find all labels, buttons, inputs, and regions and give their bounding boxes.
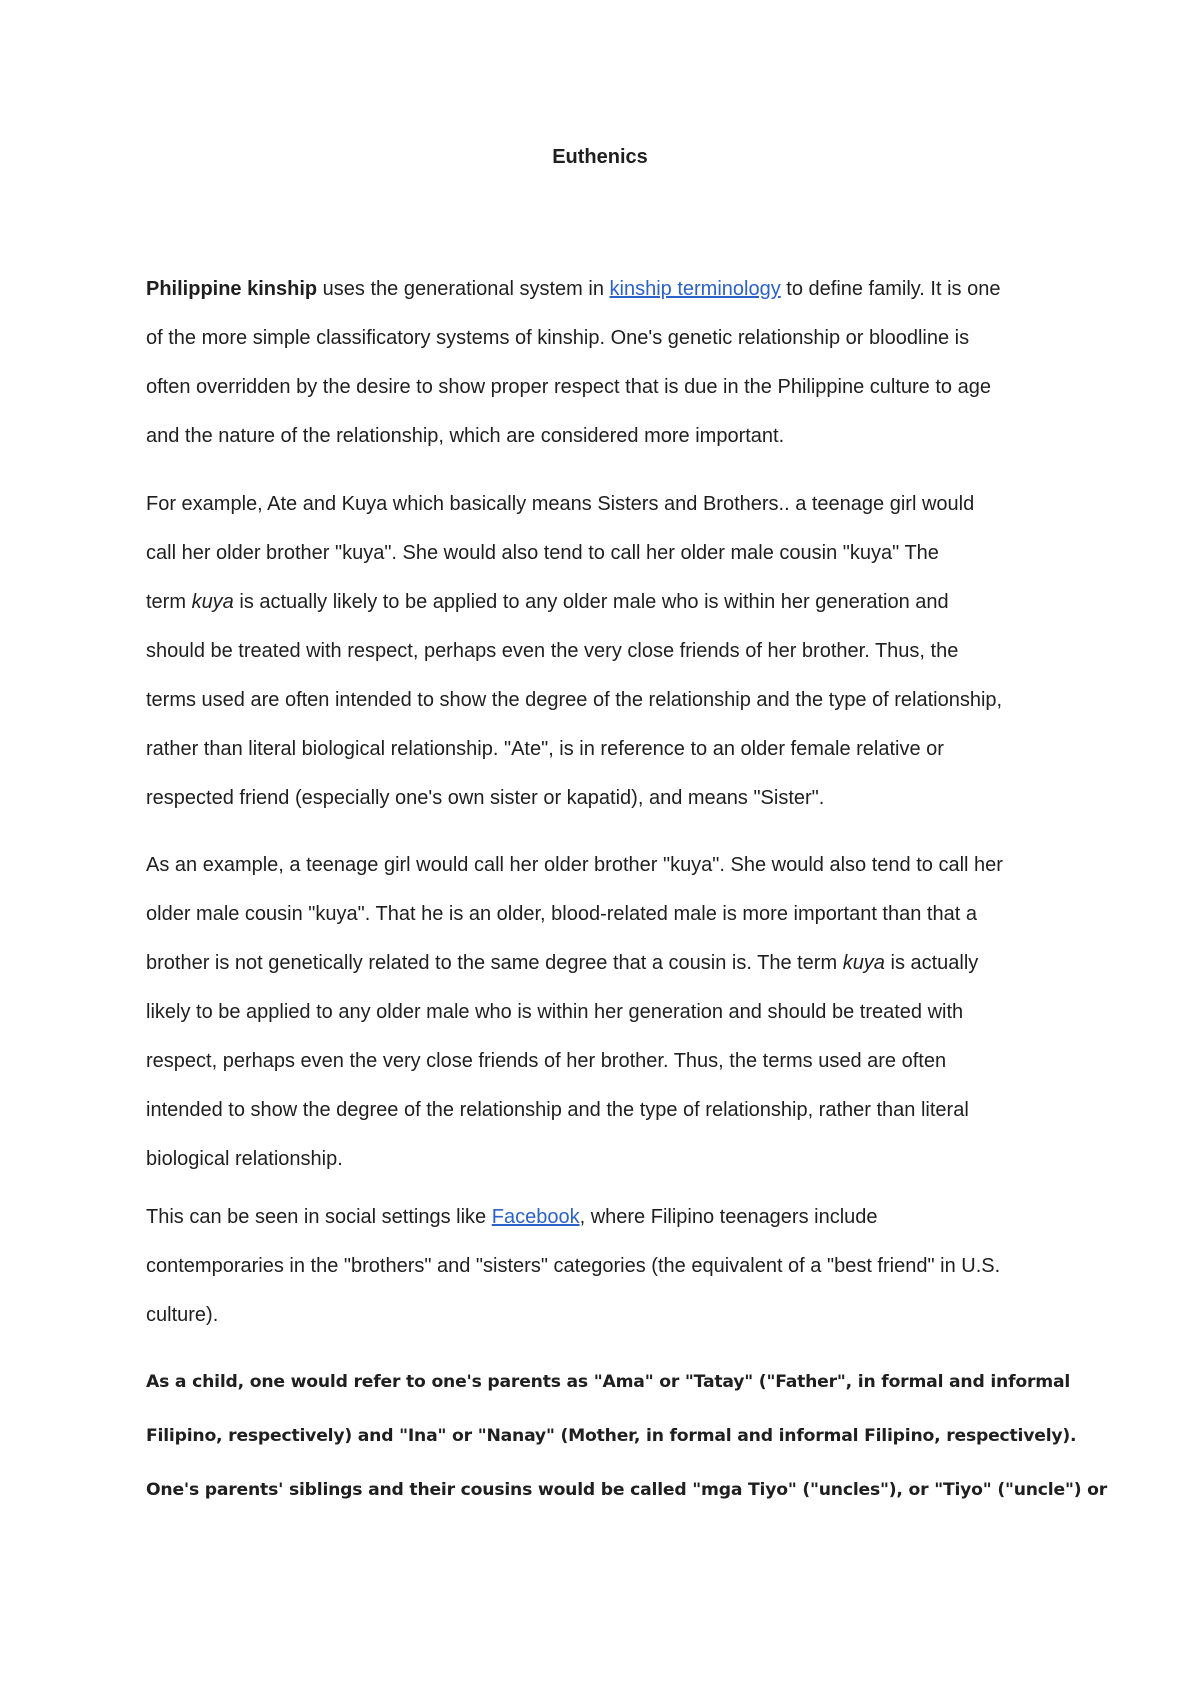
- paragraph-parent-terms: [146, 1355, 1108, 1517]
- text-line: intended to show the degree of the relationship and the type of relationship, rather than literal: [146, 1099, 969, 1121]
- text-span: , where Filipino teenagers include: [579, 1206, 878, 1228]
- text-line: As a child, one would refer to one's parents as "Ama" or "Tatay" ("Father", in formal and informal: [146, 1372, 1071, 1392]
- text-span: term: [146, 591, 192, 613]
- paragraph-teenage-girl-example: [146, 841, 1066, 1184]
- text-line: should be treated with respect, perhaps even the very close friends of her brother. Thus, the: [146, 640, 959, 662]
- text-line: As an example, a teenage girl would call her older brother "kuya". She would also tend to call her: [146, 854, 1003, 876]
- text-line: often overridden by the desire to show proper respect that is due in the Philippine culture to age: [146, 376, 991, 398]
- facebook-link[interactable]: Facebook: [491, 1206, 580, 1228]
- text-line: respect, perhaps even the very close friends of her brother. Thus, the terms used are often: [146, 1050, 947, 1072]
- text-line: older male cousin "kuya". That he is an older, blood-related male is more important than that a: [146, 903, 977, 925]
- text-line: [146, 1193, 1066, 1242]
- text-line: [146, 265, 1066, 314]
- text-line: respected friend (especially one's own sister or kapatid), and means "Sister".: [146, 787, 825, 809]
- paragraph-ate-kuya-example: [146, 480, 1066, 823]
- text-span: is actually likely to be applied to any older male who is within her generation and: [233, 591, 949, 613]
- text-line: call her older brother "kuya". She would also tend to call her older male cousin "kuya" The: [146, 542, 939, 564]
- text-line: rather than literal biological relationship. "Ate", is in reference to an older female relative or: [146, 738, 944, 760]
- text-line: biological relationship.: [146, 1148, 343, 1170]
- paragraph-social-settings: [146, 1193, 1066, 1340]
- text-span: uses the generational system in: [317, 278, 610, 300]
- paragraph-philippine-kinship: [146, 265, 1066, 461]
- bold-term: Philippine kinship: [146, 278, 318, 300]
- text-line: contemporaries in the "brothers" and "sisters" categories (the equivalent of a "best friend" in U.S.: [146, 1255, 1001, 1277]
- kinship-terminology-link[interactable]: kinship terminology: [609, 278, 781, 300]
- text-line: [146, 939, 1066, 988]
- document-title: Euthenics: [552, 146, 648, 168]
- text-line: and the nature of the relationship, which are considered more important.: [146, 425, 785, 447]
- text-line: culture).: [146, 1304, 219, 1326]
- text-span: This can be seen in social settings like: [146, 1206, 492, 1228]
- text-span: to define family. It is one: [780, 278, 1001, 300]
- text-span: brother is not genetically related to the same degree that a cousin is. The term: [146, 952, 843, 974]
- text-line: of the more simple classificatory systems of kinship. One's genetic relationship or bloodline is: [146, 327, 970, 349]
- text-line: [146, 578, 1066, 627]
- text-span: is actually: [884, 952, 979, 974]
- italic-term: kuya: [191, 591, 234, 613]
- text-line: For example, Ate and Kuya which basically means Sisters and Brothers.. a teenage girl would: [146, 493, 975, 515]
- text-line: One's parents' siblings and their cousins would be called "mga Tiyo" ("uncles"), or "Tiyo" ("uncle") or: [146, 1480, 1108, 1500]
- text-line: terms used are often intended to show the degree of the relationship and the type of relationship,: [146, 689, 1003, 711]
- text-line: Filipino, respectively) and "Ina" or "Nanay" (Mother, in formal and informal Filipino, respectively).: [146, 1426, 1077, 1446]
- italic-term: kuya: [842, 952, 885, 974]
- text-line: likely to be applied to any older male who is within her generation and should be treated with: [146, 1001, 964, 1023]
